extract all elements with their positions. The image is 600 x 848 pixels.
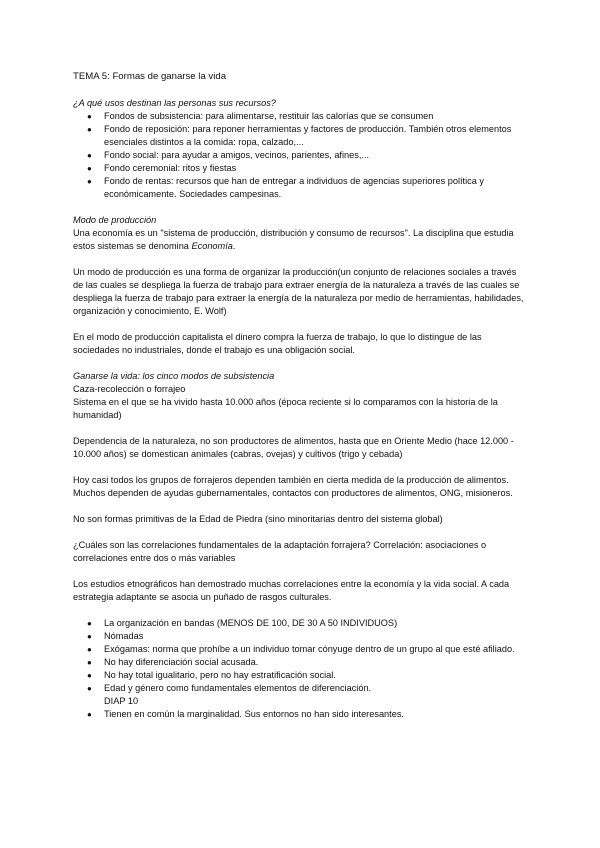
bullet-icon: ● bbox=[87, 112, 92, 121]
list-item: ● La organización en bandas (MENOS DE 100, DE 30 A 50 INDIVIDUOS) bbox=[87, 618, 398, 628]
section-heading-subsistencia: Ganarse la vida: los cinco modos de subsistencia bbox=[73, 371, 275, 381]
paragraph-correlaciones: ¿Cuáles son las correlaciones fundamentales de la adaptación forrajera? Correlación: asociaciones o correlaciones entre dos o más variables bbox=[73, 540, 487, 563]
paragraph-sistema: Sistema en el que se ha vivido hasta 10.000 años (época reciente si lo comparamos con la historia de la humanidad) bbox=[73, 397, 498, 420]
list-item: ● Exógamas: norma que prohíbe a un individuo tomar cónyuge dentro de un grupo al que esté afiliado. bbox=[87, 644, 515, 654]
list-item: ● Fondo de rentas: recursos que han de entregar a individuos de agencias superiores política y económicamente. Sociedades campesinas. bbox=[87, 176, 484, 199]
bullet-icon: ● bbox=[87, 151, 92, 160]
paragraph-forrajeros: Hoy casi todos los grupos de forrajeros dependen también en cierta medida de la producción de alimentos. Muchos dependen de ayudas gubernamentales, contactos con productores de alimentos, ONG, misioneros. bbox=[73, 475, 513, 498]
list-item: ● Fondo de reposición: para reponer herramientas y factores de producción. También otros elementos esenciales distintos a la comida: ropa, calzado,... bbox=[87, 124, 512, 147]
bullet-icon: ● bbox=[87, 125, 92, 134]
bullet-icon: ● bbox=[87, 645, 92, 654]
subheading-caza: Caza-recolección o forrajeo bbox=[73, 384, 186, 394]
bullet-icon: ● bbox=[87, 658, 92, 667]
paragraph-edad-piedra: No son formas primitivas de la Edad de Piedra (sino minoritarias dentro del sistema global) bbox=[73, 514, 443, 524]
paragraph-dependencia: Dependencia de la naturaleza, no son productores de alimentos, hasta que en Oriente Medio (hace 12.000 - 10.000 años) se domestican animales (cabras, ovejas) y cultivos (trigo y cebada) bbox=[73, 436, 514, 459]
rasgos-list-continued bbox=[73, 708, 529, 721]
paragraph-estudios: Los estudios etnográficos han demostrado muchas correlaciones entre la economía y la vida social. A cada estrategia adaptante se asocia un puñado de rasgos culturales. bbox=[73, 579, 510, 602]
rasgos-list bbox=[73, 617, 529, 695]
slide-note: DIAP 10 bbox=[104, 696, 139, 706]
bullet-icon: ● bbox=[87, 619, 92, 628]
list-item: ● Tienen en común la marginalidad. Sus entornos no han sido interesantes. bbox=[87, 709, 404, 719]
list-item: ● Nómadas bbox=[87, 631, 144, 641]
bullet-icon: ● bbox=[87, 177, 92, 186]
bullet-icon: ● bbox=[87, 671, 92, 680]
bullet-icon: ● bbox=[87, 684, 92, 693]
bullet-icon: ● bbox=[87, 164, 92, 173]
bullet-icon: ● bbox=[87, 632, 92, 641]
document-title: TEMA 5: Formas de ganarse la vida bbox=[73, 71, 227, 82]
list-item: ● Fondos de subsistencia: para alimentarse, restituir las calorías que se consumen bbox=[87, 111, 434, 121]
list-item: ● No hay diferenciación social acusada. bbox=[87, 657, 259, 667]
list-item: ● No hay total igualitario, pero no hay estratificación social. bbox=[87, 670, 336, 680]
list-item: ● Edad y género como fundamentales elementos de diferenciación. bbox=[87, 683, 372, 693]
list-item: ● Fondo ceremonial: ritos y fiestas bbox=[87, 163, 237, 173]
paragraph-economia: Una economía es un "sistema de producción, distribución y consumo de recursos". La disciplina que estudia estos sistemas se denomina Economía. bbox=[73, 228, 514, 251]
section-heading-recursos: ¿A qué usos destinan las personas sus recursos? bbox=[73, 98, 276, 108]
recursos-list bbox=[73, 110, 529, 201]
document-page bbox=[73, 70, 529, 721]
paragraph-capitalista: En el modo de producción capitalista el dinero compra la fuerza de trabajo, lo que lo distingue de las sociedades no industriales, donde el trabajo es una obligación social. bbox=[73, 332, 482, 355]
paragraph-modo-produccion: Un modo de producción es una forma de organizar la producción(un conjunto de relaciones sociales a través de las cuales se despliega la fuerza de trabajo para extraer energía de la naturaleza a través de las cuales se despliega la fuerza de trabajo para extraer la energía de la naturaleza por medio de herramientas, habilidades, organización y conocimiento, E. Wolf) bbox=[73, 267, 524, 316]
bullet-icon: ● bbox=[87, 710, 92, 719]
list-item: ● Fondo social: para ayudar a amigos, vecinos, parientes, afines,... bbox=[87, 150, 370, 160]
section-heading-modo-produccion: Modo de producción bbox=[73, 215, 157, 225]
